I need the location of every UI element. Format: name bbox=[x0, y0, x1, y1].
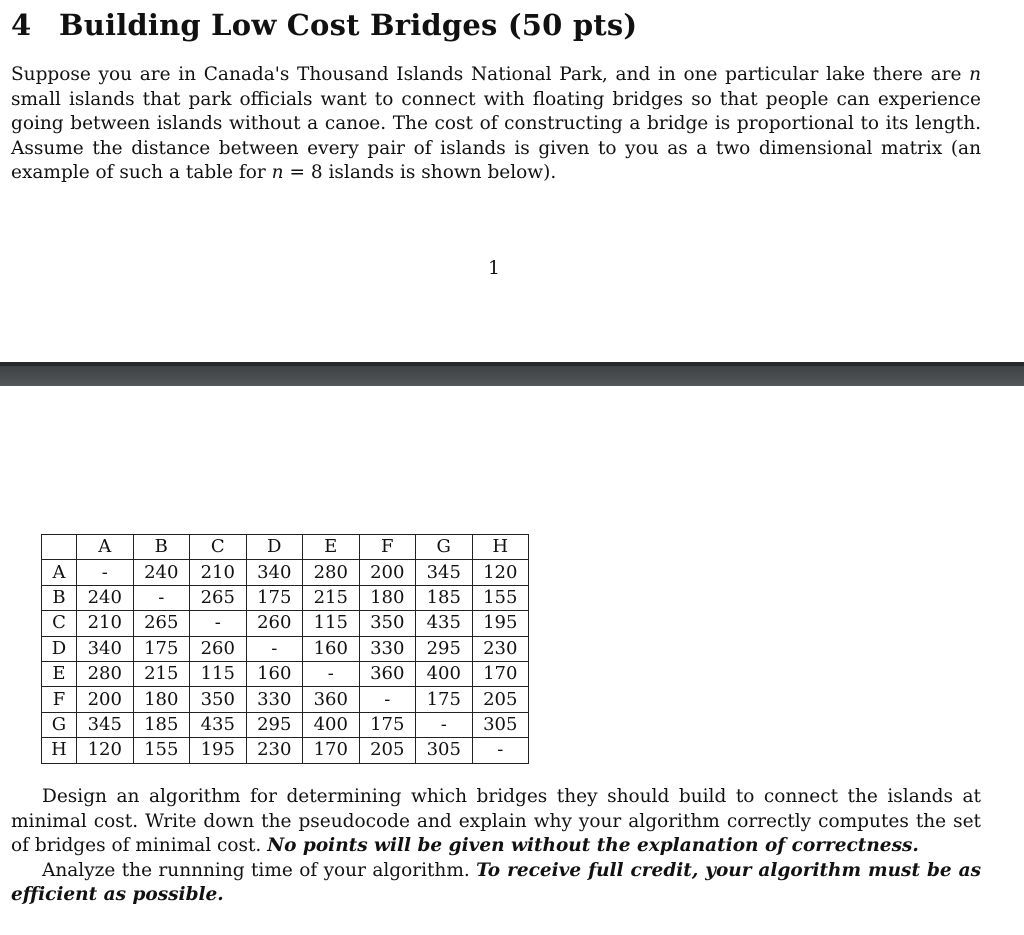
table-cell: 170 bbox=[303, 738, 360, 763]
closing-text-2: Analyze the runnning time of your algorithm. bbox=[42, 859, 477, 881]
table-cell: - bbox=[190, 611, 247, 636]
table-row bbox=[42, 585, 529, 610]
closing-text bbox=[11, 785, 981, 908]
table-cell: 175 bbox=[246, 585, 303, 610]
intro-paragraph bbox=[11, 63, 981, 186]
table-cell: 330 bbox=[359, 636, 416, 661]
table-cell: 115 bbox=[303, 611, 360, 636]
table-cell: 185 bbox=[133, 712, 190, 737]
table-cell: 155 bbox=[472, 585, 529, 610]
intro-text-2: small islands that park officials want to connect with floating bridges so that people can experience going between islands without a canoe. The cost of constructing a bridge is proportional to its length. Assume the distance between every pair of islands is given to you as a two dimensional matrix (an example of such a table for bbox=[11, 88, 981, 184]
table-cell: 200 bbox=[77, 687, 134, 712]
row-header-e: E bbox=[42, 661, 77, 686]
table-cell: 205 bbox=[472, 687, 529, 712]
table-cell: 360 bbox=[359, 661, 416, 686]
table-cell: 230 bbox=[472, 636, 529, 661]
intro-text-3: islands is shown below). bbox=[322, 162, 557, 184]
row-header-f: F bbox=[42, 687, 77, 712]
table-cell: - bbox=[359, 687, 416, 712]
math-eq: = 8 bbox=[283, 162, 323, 184]
table-cell: 230 bbox=[246, 738, 303, 763]
table-row bbox=[42, 687, 529, 712]
row-header-c: C bbox=[42, 611, 77, 636]
closing-emphasis-1: No points will be given without the explanation of correctness. bbox=[267, 835, 919, 857]
column-header-c: C bbox=[190, 535, 247, 560]
section-title: Building Low Cost Bridges (50 pts) bbox=[59, 8, 638, 42]
table-cell: 350 bbox=[190, 687, 247, 712]
table-cell: 175 bbox=[133, 636, 190, 661]
table-cell: 360 bbox=[303, 687, 360, 712]
table-cell: - bbox=[472, 738, 529, 763]
table-cell: 345 bbox=[77, 712, 134, 737]
table-cell: 305 bbox=[472, 712, 529, 737]
column-header-e: E bbox=[303, 535, 360, 560]
table-cell: 240 bbox=[133, 560, 190, 585]
table-corner-cell bbox=[42, 535, 77, 560]
table-cell: 280 bbox=[303, 560, 360, 585]
table-body bbox=[42, 560, 529, 763]
table-row bbox=[42, 738, 529, 763]
table-cell: 120 bbox=[472, 560, 529, 585]
table-cell: 435 bbox=[416, 611, 473, 636]
intro-text-1: Suppose you are in Canada's Thousand Islands National Park, and in one particular lake there are bbox=[11, 64, 970, 85]
table-cell: 295 bbox=[246, 712, 303, 737]
column-header-h: H bbox=[472, 535, 529, 560]
table-cell: - bbox=[303, 661, 360, 686]
table-cell: 115 bbox=[190, 661, 247, 686]
column-header-d: D bbox=[246, 535, 303, 560]
table-cell: 210 bbox=[190, 560, 247, 585]
table-cell: 330 bbox=[246, 687, 303, 712]
table-cell: 260 bbox=[190, 636, 247, 661]
table-cell: 155 bbox=[133, 738, 190, 763]
table-cell: 280 bbox=[77, 661, 134, 686]
row-header-g: G bbox=[42, 712, 77, 737]
section-number: 4 bbox=[11, 8, 32, 42]
table-cell: 265 bbox=[190, 585, 247, 610]
table-cell: 215 bbox=[303, 585, 360, 610]
closing-emphasis-2: To receive full credit, your algorithm must be as efficient as possible. bbox=[11, 859, 981, 906]
page-top bbox=[0, 0, 1024, 362]
table-cell: 175 bbox=[416, 687, 473, 712]
table-cell: 160 bbox=[246, 661, 303, 686]
table-cell: - bbox=[77, 560, 134, 585]
table-cell: 200 bbox=[359, 560, 416, 585]
table-row bbox=[42, 712, 529, 737]
table-cell: - bbox=[246, 636, 303, 661]
table-cell: 195 bbox=[472, 611, 529, 636]
row-header-b: B bbox=[42, 585, 77, 610]
table-cell: 180 bbox=[359, 585, 416, 610]
table-cell: 170 bbox=[472, 661, 529, 686]
table-cell: 205 bbox=[359, 738, 416, 763]
table-row bbox=[42, 611, 529, 636]
table-header-row bbox=[42, 535, 529, 560]
table-cell: 215 bbox=[133, 661, 190, 686]
page-break-bar bbox=[0, 362, 1024, 386]
table-cell: 345 bbox=[416, 560, 473, 585]
table-cell: 160 bbox=[303, 636, 360, 661]
table-cell: 185 bbox=[416, 585, 473, 610]
column-header-g: G bbox=[416, 535, 473, 560]
closing-paragraph-1 bbox=[11, 785, 981, 859]
closing-text-1: Design an algorithm for determining which bridges they should build to connect the islands at minimal cost. Write down the pseudocode and explain why your algorithm correctly computes the set of bridges of minimal cost. bbox=[11, 786, 981, 857]
table-cell: 435 bbox=[190, 712, 247, 737]
table-cell: 265 bbox=[133, 611, 190, 636]
table-row bbox=[42, 560, 529, 585]
page-break-shade bbox=[0, 362, 1024, 366]
table-cell: 175 bbox=[359, 712, 416, 737]
section-heading bbox=[11, 8, 637, 42]
table-cell: 210 bbox=[77, 611, 134, 636]
table-cell: 260 bbox=[246, 611, 303, 636]
row-header-a: A bbox=[42, 560, 77, 585]
row-header-d: D bbox=[42, 636, 77, 661]
table-cell: 400 bbox=[303, 712, 360, 737]
row-header-h: H bbox=[42, 738, 77, 763]
table-row bbox=[42, 661, 529, 686]
closing-paragraph-2 bbox=[11, 859, 981, 908]
table-cell: - bbox=[416, 712, 473, 737]
table-cell: 350 bbox=[359, 611, 416, 636]
column-header-b: B bbox=[133, 535, 190, 560]
table-cell: 295 bbox=[416, 636, 473, 661]
math-var-n-2: n bbox=[271, 162, 284, 184]
column-header-f: F bbox=[359, 535, 416, 560]
table-cell: 400 bbox=[416, 661, 473, 686]
distance-matrix-table bbox=[41, 534, 529, 764]
table-cell: 340 bbox=[77, 636, 134, 661]
column-header-a: A bbox=[77, 535, 134, 560]
table-cell: - bbox=[133, 585, 190, 610]
math-var-n: n bbox=[969, 64, 981, 85]
table-cell: 180 bbox=[133, 687, 190, 712]
table-row bbox=[42, 636, 529, 661]
table-cell: 240 bbox=[77, 585, 134, 610]
table-cell: 340 bbox=[246, 560, 303, 585]
page-number: 1 bbox=[488, 258, 500, 279]
table-cell: 120 bbox=[77, 738, 134, 763]
table-cell: 305 bbox=[416, 738, 473, 763]
table-cell: 195 bbox=[190, 738, 247, 763]
